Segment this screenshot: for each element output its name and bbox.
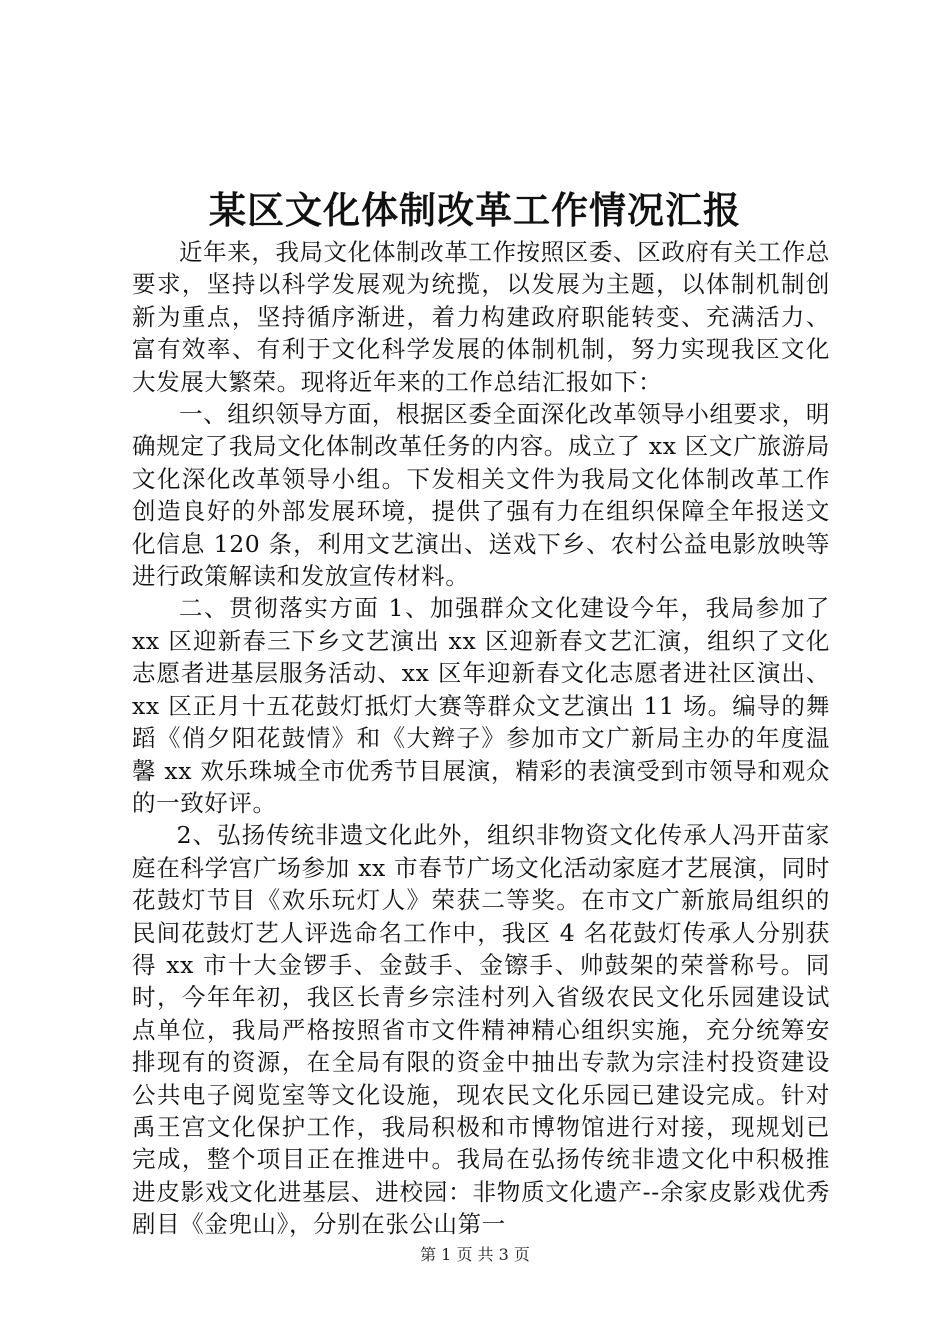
page-footer: 第 1 页 共 3 页	[420, 1245, 530, 1264]
document-title: 某区文化体制改革工作情况汇报	[209, 188, 741, 232]
paragraph-intro: 近年来，我局文化体制改革工作按照区委、区政府有关工作总要求，坚持以科学发展观为统揽，以发展为主题，以体制机制创新为重点，坚持循序渐进，着力构建政府职能转变、充满活力、富有效率、有利于文化科学发展的体制机制，努力实现我区文化大发展大繁荣。现将近年来的工作总结汇报如下：	[132, 238, 830, 396]
paragraph-implementation: 二、贯彻落实方面 1、加强群众文化建设今年，我局参加了 xx 区迎新春三下乡文艺演出 xx 区迎新春文艺汇演，组织了文化志愿者进基层服务活动、xx 区年迎新春文化志愿者进社区演出、xx 区正月十五花鼓灯抵灯大赛等群众文艺演出 11 场。编导的舞蹈《俏夕阳花鼓情》和《大辫子》参加市文广新局主办的年度温馨 xx 欢乐珠城全市优秀节目展演，精彩的表演受到市领导和观众的一致好评。	[132, 594, 830, 817]
document-body	[132, 236, 830, 1241]
paragraph-heritage: 2、弘扬传统非遗文化此外，组织非物资文化传承人冯开苗家庭在科学宫广场参加 xx 市春节广场文化活动家庭才艺展演，同时花鼓灯节目《欢乐玩灯人》荣获二等奖。在市文广新旅局组织的民间花鼓灯艺人评选命名工作中，我区 4 名花鼓灯传承人分别获得 xx 市十大金锣手、金鼓手、金镲手、帅鼓架的荣誉称号。同时，今年年初，我区长青乡宗洼村列入省级农民文化乐园建设试点单位，我局严格按照省市文件精神精心组织实施，充分统筹安排现有的资源，在全局有限的资金中抽出专款为宗洼村投资建设公共电子阅览室等文化设施，现农民文化乐园已建设完成。针对禹王宫文化保护工作，我局积极和市博物馆进行对接，现规划已完成，整个项目正在推进中。我局在弘扬传统非遗文化中积极推进皮影戏文化进基层、进校园：非物质文化遗产--余家皮影戏优秀剧目《金兜山》，分别在张公山第一	[132, 821, 830, 1239]
paragraph-organization: 一、组织领导方面，根据区委全面深化改革领导小组要求，明确规定了我局文化体制改革任务的内容。成立了 xx 区文广旅游局文化深化改革领导小组。下发相关文件为我局文化体制改革工作创造良好的外部发展环境，提供了强有力在组织保障全年报送文化信息 120 条，利用文艺演出、送戏下乡、农村公益电影放映等进行政策解读和发放宣传材料。	[132, 400, 830, 591]
